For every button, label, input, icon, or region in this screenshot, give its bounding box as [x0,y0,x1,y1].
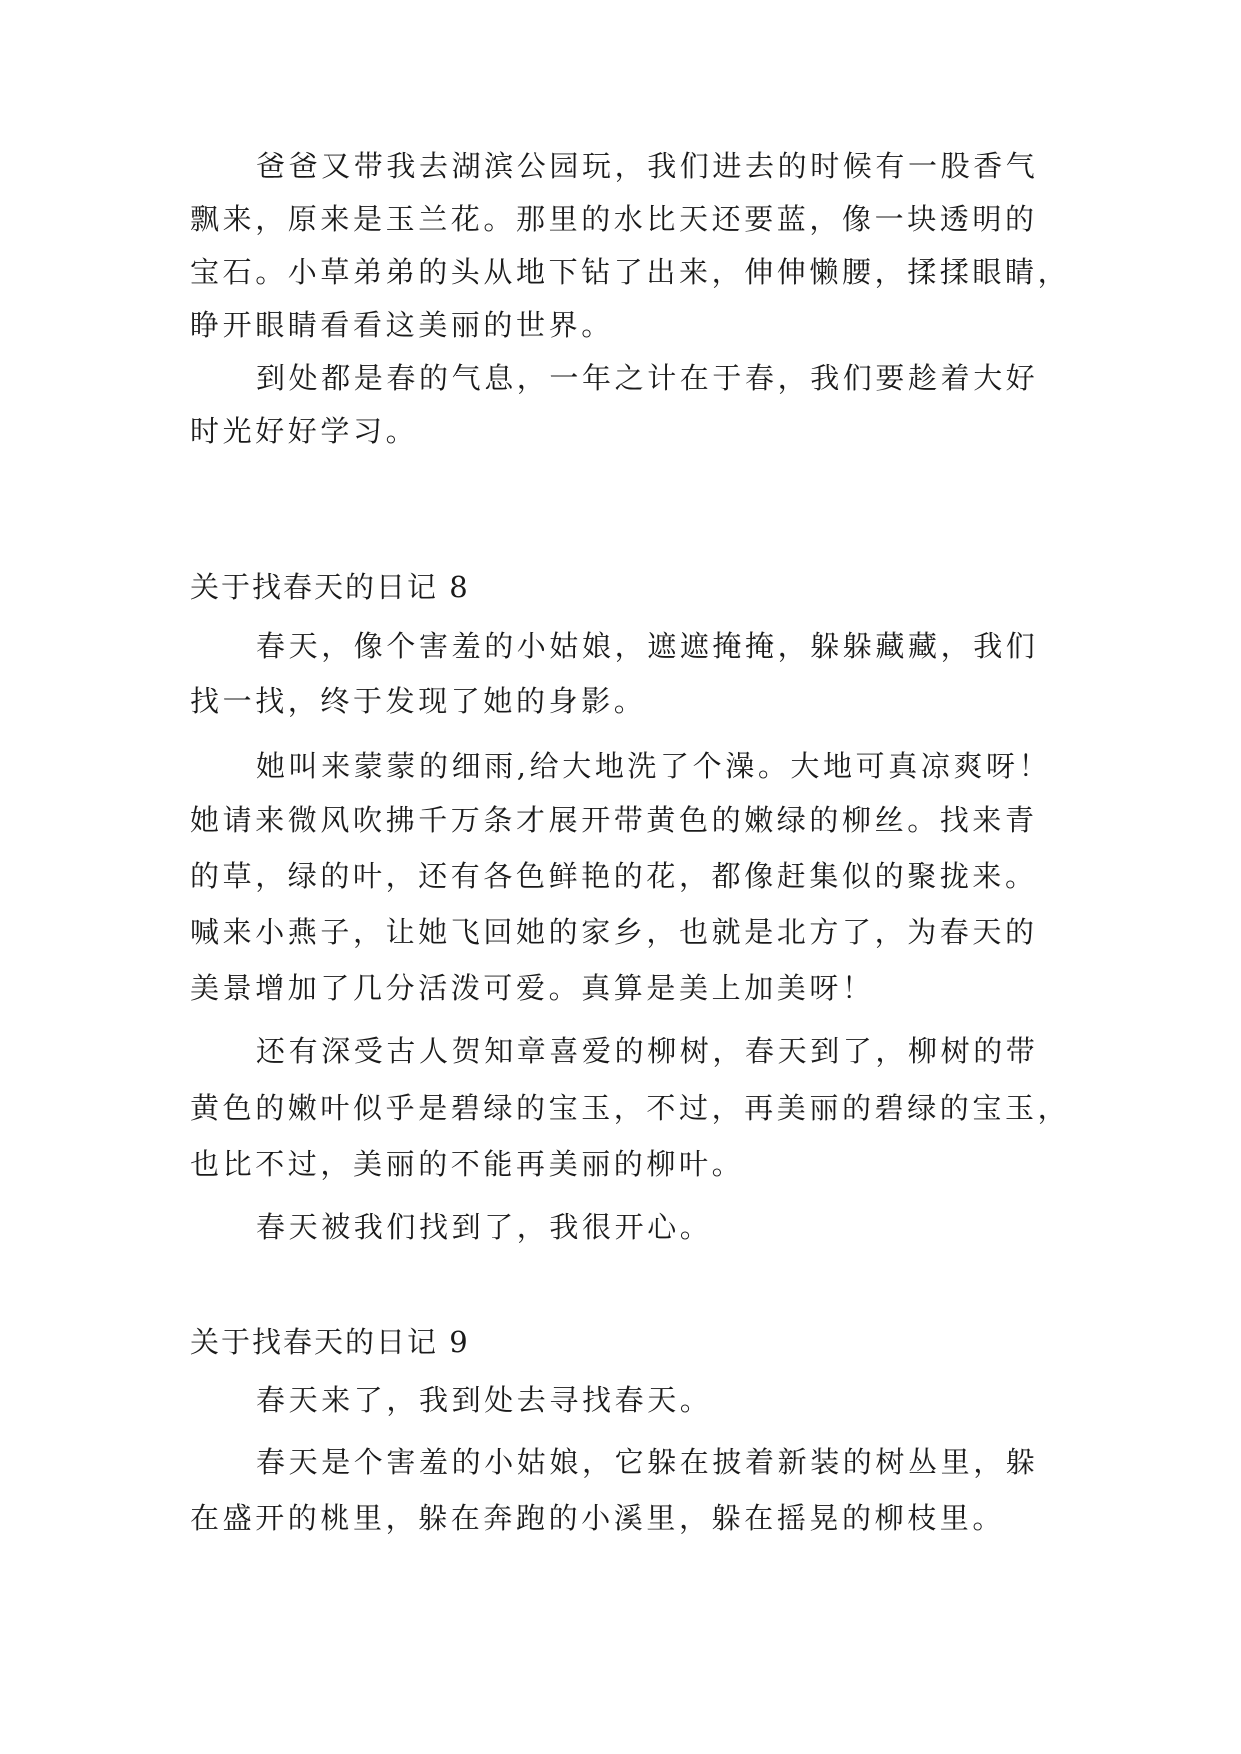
paragraph-line: 春天被我们找到了，我很开心。 [256,1210,713,1244]
paragraph-line: 她请来微风吹拂千万条才展开带黄色的嫩绿的柳丝。找来青 [190,803,1038,837]
paragraph-line: 春天，像个害羞的小姑娘，遮遮掩掩，躲躲藏藏，我们 [256,629,1039,663]
paragraph-line: 爸爸又带我去湖滨公园玩，我们进去的时候有一股香气 [256,149,1039,183]
diary-8-title: 关于找春天的日记 8 [190,570,470,604]
paragraph-line: 睁开眼睛看看这美丽的世界。 [190,308,614,342]
paragraph-line: 喊来小燕子，让她飞回她的家乡，也就是北方了，为春天的 [190,915,1038,949]
paragraph-line: 美景增加了几分活泼可爱。真算是美上加美呀！ [190,971,875,1005]
paragraph-line: 还有深受古人贺知章喜爱的柳树，春天到了，柳树的带 [256,1034,1039,1068]
paragraph-line: 春天是个害羞的小姑娘，它躲在披着新装的树丛里，躲 [256,1445,1039,1479]
paragraph-line: 时光好好学习。 [190,414,419,448]
paragraph-line: 飘来，原来是玉兰花。那里的水比天还要蓝，像一块透明的 [190,202,1038,236]
paragraph-line: 的草，绿的叶，还有各色鲜艳的花，都像赶集似的聚拢来。 [190,859,1038,893]
paragraph-line: 在盛开的桃里，躲在奔跑的小溪里，躲在摇晃的柳枝里。 [190,1501,1006,1535]
paragraph-line: 黄色的嫩叶似乎是碧绿的宝玉，不过，再美丽的碧绿的宝玉， [190,1091,1071,1125]
paragraph-line: 找一找，终于发现了她的身影。 [190,684,647,718]
paragraph-line: 到处都是春的气息，一年之计在于春，我们要趁着大好 [256,361,1039,395]
paragraph-line: 春天来了，我到处去寻找春天。 [256,1383,713,1417]
paragraph-line: 也比不过，美丽的不能再美丽的柳叶。 [190,1147,745,1181]
diary-9-title: 关于找春天的日记 9 [190,1325,470,1359]
paragraph-line: 宝石。小草弟弟的头从地下钻了出来，伸伸懒腰，揉揉眼睛， [190,255,1071,289]
paragraph-line: 她叫来蒙蒙的细雨,给大地洗了个澡。大地可真凉爽呀！ [256,749,1052,783]
